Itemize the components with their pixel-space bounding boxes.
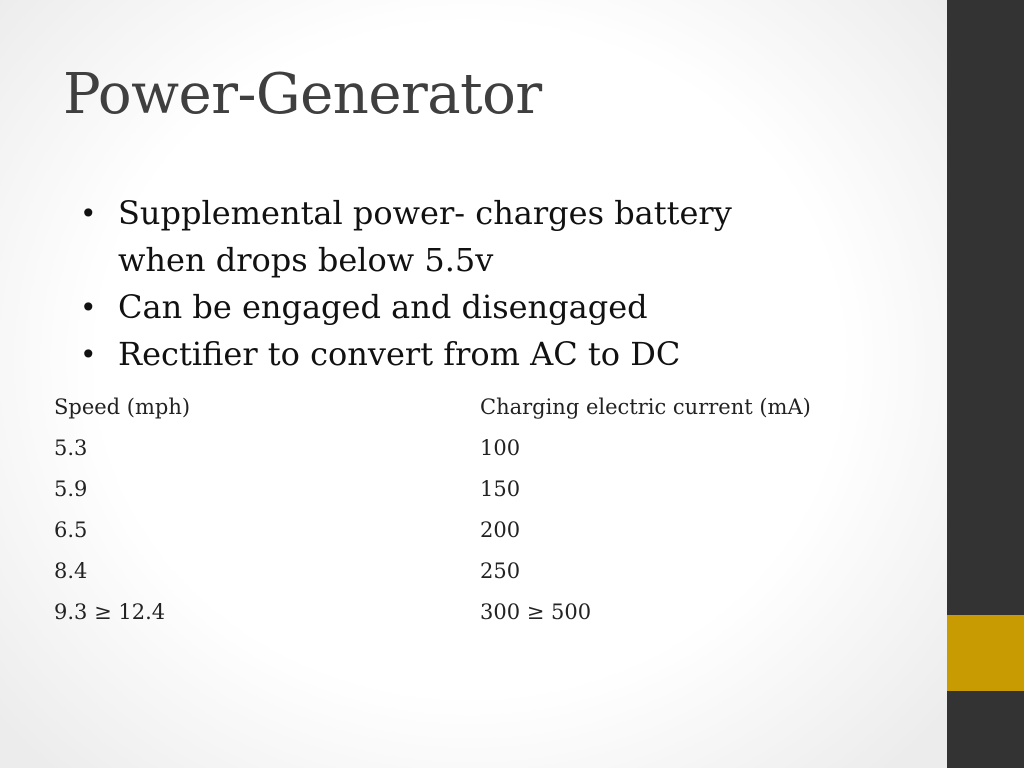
- speed-current-table: [54, 386, 880, 632]
- sidebar-accent-block: [947, 615, 1024, 691]
- table-row: [54, 509, 880, 550]
- current-cell: 300 ≥ 500: [480, 599, 592, 624]
- bullet-list: [78, 190, 798, 378]
- bullet-dot-icon: •: [80, 291, 97, 324]
- current-cell: 200: [480, 517, 521, 542]
- speed-cell: 6.5: [54, 517, 88, 542]
- table-row: [54, 427, 880, 468]
- current-column-header: Charging electric current (mA): [480, 394, 811, 419]
- table-row: [54, 550, 880, 591]
- speed-column-header: Speed (mph): [54, 394, 191, 419]
- current-cell: 150: [480, 476, 521, 501]
- table-header-row: [54, 386, 880, 427]
- slide-title: Power-Generator: [63, 62, 542, 127]
- speed-cell: 5.3: [54, 435, 88, 460]
- bullet-item: [78, 284, 798, 331]
- current-cell: 250: [480, 558, 521, 583]
- speed-cell: 8.4: [54, 558, 88, 583]
- bullet-text: Can be engaged and disengaged: [118, 288, 648, 326]
- bullet-item: [78, 331, 798, 378]
- table-row: [54, 591, 880, 632]
- bullet-dot-icon: •: [80, 197, 97, 230]
- speed-cell: 9.3 ≥ 12.4: [54, 599, 166, 624]
- current-cell: 100: [480, 435, 521, 460]
- bullet-dot-icon: •: [80, 338, 97, 371]
- bullet-text: Supplemental power- charges battery when drops below 5.5v: [118, 194, 732, 279]
- bullet-text: Rectifier to convert from AC to DC: [118, 335, 681, 373]
- speed-cell: 5.9: [54, 476, 88, 501]
- bullet-item: [78, 190, 798, 284]
- table-row: [54, 468, 880, 509]
